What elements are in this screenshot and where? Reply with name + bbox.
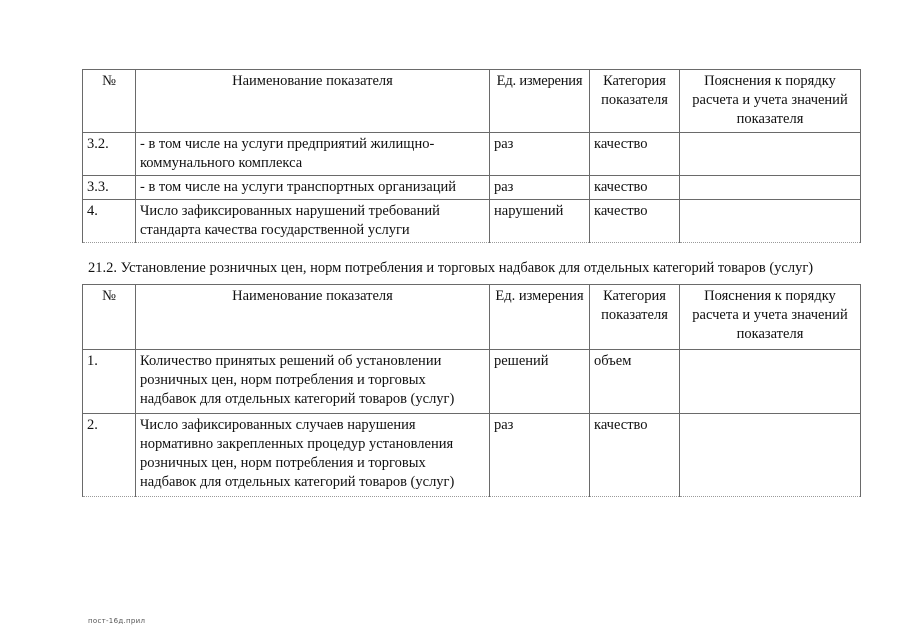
row-unit: решений — [490, 350, 590, 414]
table-header-row — [83, 285, 861, 350]
header-name: Наименование показателя — [136, 285, 490, 350]
row-explanation — [680, 350, 861, 414]
row-category: качество — [590, 200, 680, 243]
header-explanation: Пояснения к порядку расчета и учета значений показателя — [680, 285, 861, 350]
row-category: объем — [590, 350, 680, 414]
header-num: № — [83, 285, 136, 350]
row-num: 4. — [83, 200, 136, 243]
header-unit: Ед. измерения — [490, 285, 590, 350]
row-explanation — [680, 133, 861, 176]
row-category: качество — [590, 133, 680, 176]
header-name: Наименование показателя — [136, 70, 490, 133]
row-num: 3.2. — [83, 133, 136, 176]
table-header-row — [83, 70, 861, 133]
table-row — [83, 200, 861, 243]
indicators-table-2 — [82, 284, 861, 497]
header-category: Категория показателя — [590, 285, 680, 350]
row-unit: нарушений — [490, 200, 590, 243]
header-category: Категория показателя — [590, 70, 680, 133]
row-unit: раз — [490, 176, 590, 200]
row-num: 2. — [83, 414, 136, 497]
header-num: № — [83, 70, 136, 133]
row-unit: раз — [490, 414, 590, 497]
row-num: 3.3. — [83, 176, 136, 200]
row-name: - в том числе на услуги транспортных организаций — [136, 176, 490, 200]
table-row — [83, 350, 861, 414]
table-row — [83, 133, 861, 176]
row-category: качество — [590, 176, 680, 200]
section-title: 21.2. Установление розничных цен, норм потребления и торговых надбавок для отдельных категорий товаров (услуг) — [88, 260, 814, 276]
row-explanation — [680, 176, 861, 200]
row-explanation — [680, 200, 861, 243]
header-explanation: Пояснения к порядку расчета и учета значений показателя — [680, 70, 861, 133]
row-name: Количество принятых решений об установлении розничных цен, норм потребления и торговых надбавок для отдельных категорий товаров (услуг) — [136, 350, 490, 414]
indicators-table-1 — [82, 69, 861, 243]
footer-note: пост-16д.прил — [88, 617, 146, 625]
row-unit: раз — [490, 133, 590, 176]
row-name: - в том числе на услуги предприятий жилищно-коммунального комплекса — [136, 133, 490, 176]
row-num: 1. — [83, 350, 136, 414]
header-unit: Ед. измерения — [490, 70, 590, 133]
table-row — [83, 414, 861, 497]
row-name: Число зафиксированных нарушений требований стандарта качества государственной услуги — [136, 200, 490, 243]
row-category: качество — [590, 414, 680, 497]
table-row — [83, 176, 861, 200]
row-name: Число зафиксированных случаев нарушения нормативно закрепленных процедур установления розничных цен, норм потребления и торговых надбавок для отдельных категорий товаров (услуг) — [136, 414, 490, 497]
row-explanation — [680, 414, 861, 497]
